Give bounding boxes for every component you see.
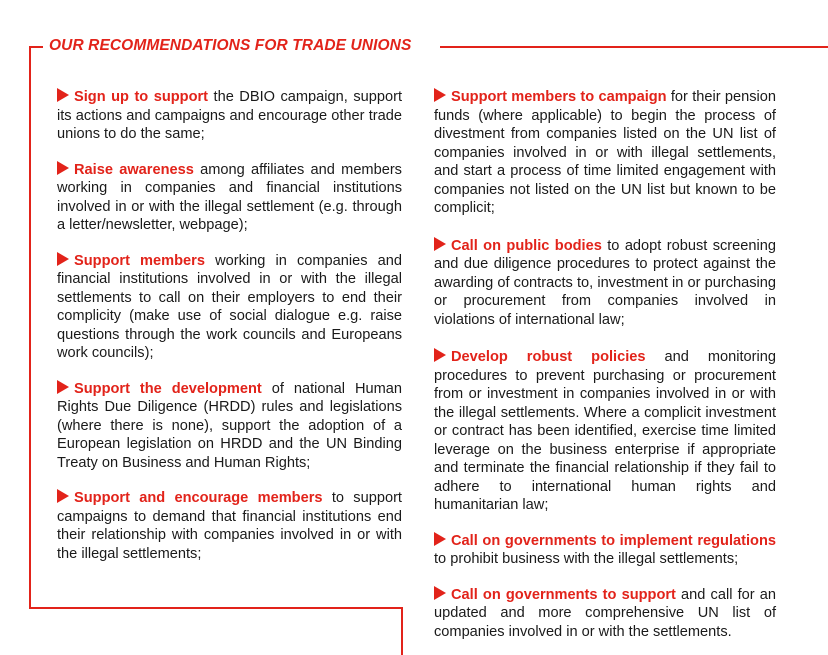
red-triangle-bullet-icon bbox=[57, 88, 69, 102]
title-rule-right bbox=[440, 46, 828, 48]
recommendation-item bbox=[434, 532, 776, 569]
recommendation-item bbox=[57, 252, 402, 363]
section-title: OUR RECOMMENDATIONS FOR TRADE UNIONS bbox=[49, 37, 412, 54]
red-triangle-bullet-icon bbox=[434, 348, 446, 362]
red-triangle-bullet-icon bbox=[434, 532, 446, 546]
recommendation-text: to prohibit business with the illegal settlements; bbox=[434, 551, 739, 567]
recommendation-lead: Raise awareness bbox=[74, 161, 194, 178]
recommendation-lead: Support members to campaign bbox=[451, 89, 667, 105]
left-column bbox=[57, 88, 402, 563]
recommendation-lead: Support members bbox=[74, 252, 205, 269]
frame-left-border bbox=[29, 46, 31, 608]
recommendation-lead: Support the development bbox=[74, 380, 262, 397]
recommendation-item bbox=[57, 88, 402, 144]
recommendation-text: for their pension funds (where applicable) to begin the process of divestment from companies listed on the UN list of companies involved in or with illegal settlements, and start a process of time limited engagement with companies not listed on the UN list but known to be complicit; bbox=[434, 89, 776, 216]
recommendation-item bbox=[434, 237, 776, 330]
recommendation-text: working in companies and financial institutions involved in or with the illegal settlements to call on their employers to end their complicity (make use of social dialogue e.g. raise questions through the work councils and Europeans work councils); bbox=[57, 252, 402, 361]
red-triangle-bullet-icon bbox=[57, 161, 69, 175]
red-triangle-bullet-icon bbox=[57, 489, 69, 503]
frame-bottom-connector bbox=[401, 607, 403, 655]
recommendation-text: among affiliates and members working in companies and financial institutions involved in or with the illegal settlement (e.g. through a letter/newsletter, webpage); bbox=[57, 161, 402, 233]
recommendation-text: and call for an updated and more comprehensive UN list of companies involved in or with the settlements. bbox=[434, 586, 776, 640]
recommendation-lead: Call on public bodies bbox=[451, 237, 602, 254]
red-triangle-bullet-icon bbox=[434, 586, 446, 600]
red-triangle-bullet-icon bbox=[57, 252, 69, 266]
recommendation-lead: Call on governments to support bbox=[451, 586, 676, 603]
recommendation-item bbox=[57, 489, 402, 563]
recommendation-text: to support campaigns to demand that financial institutions end their relationship with companies involved in or with the illegal settlements; bbox=[57, 490, 402, 562]
recommendation-lead: Sign up to support bbox=[74, 89, 209, 105]
red-triangle-bullet-icon bbox=[434, 88, 446, 102]
frame-bottom-border bbox=[29, 607, 402, 609]
recommendation-item bbox=[434, 88, 776, 218]
recommendation-text: of national Human Rights Due Diligence (HRDD) rules and legislations (where there is none), support the adoption of a European legislation on HRDD and the UN Binding Treaty on Business and Human Rights; bbox=[57, 380, 402, 471]
recommendation-text: the DBIO campaign, support its actions and campaigns and encourage other trade unions to do the same; bbox=[57, 89, 402, 142]
recommendation-item bbox=[434, 348, 776, 515]
recommendation-item bbox=[57, 380, 402, 473]
recommendation-lead: Call on governments to implement regulations bbox=[451, 532, 776, 549]
red-triangle-bullet-icon bbox=[434, 237, 446, 251]
recommendation-lead: Develop robust policies bbox=[451, 349, 646, 365]
recommendation-text: to adopt robust screening and due diligence procedures to protect against the awarding of contracts to, investment in or purchasing or procurement from companies involved in violations of international law; bbox=[434, 237, 776, 328]
recommendation-item bbox=[57, 161, 402, 235]
right-column bbox=[434, 88, 776, 641]
recommendation-item bbox=[434, 586, 776, 642]
recommendation-text: and monitoring procedures to prevent purchasing or procurement from or investment in companies involved in or with the illegal settlements. Where a complicit investment or contract has been identified, exercise time limited leverage on the business enterprise if appropriate and terminate the financial relationship if they fail to adhere to international human rights and humanitarian law; bbox=[434, 349, 776, 513]
red-triangle-bullet-icon bbox=[57, 380, 69, 394]
title-rule-left bbox=[29, 46, 43, 48]
recommendation-lead: Support and encourage members bbox=[74, 490, 323, 506]
